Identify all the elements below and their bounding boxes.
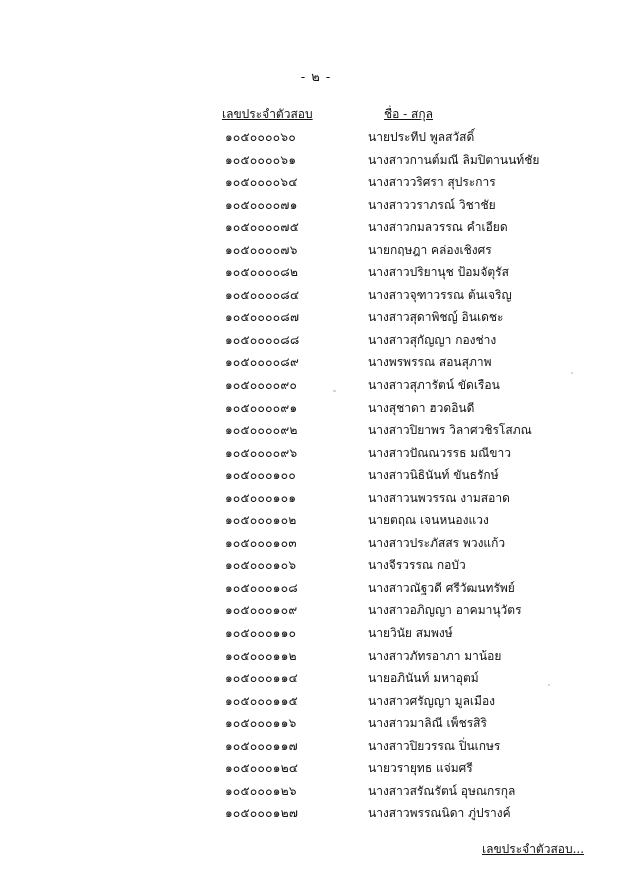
- candidate-id: ๑๐๕๐๐๐๐๙๖: [225, 445, 298, 460]
- candidate-name: นายอภินันท์ มหาอุตม์: [368, 671, 479, 686]
- candidate-id: ๑๐๕๐๐๐๑๒๗: [225, 806, 299, 821]
- candidate-name: นายวรายุทธ แจ่มศรี: [368, 761, 473, 776]
- table-row: [0, 601, 632, 624]
- table-row: [0, 692, 632, 715]
- candidate-id: ๑๐๕๐๐๐๑๐๒: [225, 513, 297, 528]
- candidate-name: นางสาวสุกัญญา กองช่าง: [368, 332, 497, 347]
- candidate-list: [0, 128, 632, 827]
- table-row: [0, 376, 632, 399]
- scan-speck: [548, 684, 550, 686]
- candidate-name: นางสาวปิยวรรณ ปิ่นเกษร: [368, 738, 501, 753]
- candidate-name: นางสาววริศรา สุประการ: [368, 175, 496, 190]
- candidate-id: ๑๐๕๐๐๐๐๘๔: [225, 287, 300, 302]
- candidate-name: นางสาวภัทรอาภา มาน้อย: [368, 648, 502, 663]
- table-row: [0, 218, 632, 241]
- candidate-name: นางสาวกมลวรรณ คำเอียด: [368, 220, 508, 235]
- candidate-id: ๑๐๕๐๐๐๑๐๘: [225, 580, 298, 595]
- candidate-name: นางสาวณัฐวดี ศรีวัฒนทรัพย์: [368, 580, 515, 595]
- table-row: [0, 173, 632, 196]
- continuation-footer: เลขประจำตัวสอบ...: [482, 842, 585, 856]
- name-column-header: ชื่อ - สกุล: [384, 107, 433, 121]
- candidate-name: นางสาวนิธินันท์ ขันธรักษ์: [368, 468, 499, 483]
- table-row: [0, 421, 632, 444]
- candidate-name: นางสาวกานต์มณี ลิมปิตานนท์ชัย: [368, 152, 540, 167]
- candidate-id: ๑๐๕๐๐๐๐๙๐: [225, 378, 298, 393]
- candidate-name: นางสาวนพวรรณ งามสอาด: [368, 490, 510, 505]
- table-row: [0, 669, 632, 692]
- candidate-id: ๑๐๕๐๐๐๐๗๑: [225, 197, 298, 212]
- table-row: [0, 399, 632, 422]
- id-column-header: เลขประจำตัวสอบ: [222, 107, 313, 121]
- candidate-name: นางสาวมาลิณี เพ็ชรสิริ: [368, 716, 487, 731]
- table-row: [0, 286, 632, 309]
- candidate-id: ๑๐๕๐๐๐๐๘๙: [225, 355, 300, 370]
- candidate-name: นางสุชาดา ฮวดอินดี: [368, 400, 475, 415]
- table-row: [0, 466, 632, 489]
- candidate-name: นางจีรวรรณ กอบัว: [368, 558, 466, 573]
- table-row: [0, 263, 632, 286]
- candidate-name: นายประทีป พูลสวัสดิ์: [368, 130, 475, 144]
- candidate-id: ๑๐๕๐๐๐๑๑๗: [225, 738, 298, 753]
- candidate-id: ๑๐๕๐๐๐๐๗๕: [225, 220, 300, 235]
- candidate-id: ๑๐๕๐๐๐๐๘๒: [225, 265, 299, 280]
- candidate-id: ๑๐๕๐๐๐๑๐๖: [225, 558, 297, 573]
- candidate-id: ๑๐๕๐๐๐๐๖๑: [225, 152, 297, 167]
- candidate-id: ๑๐๕๐๐๐๑๑๔: [225, 671, 299, 686]
- candidate-id: ๑๐๕๐๐๐๑๑๖: [225, 716, 297, 731]
- candidate-name: นางสาวพรรณนิดา ภู่ปรางค์: [368, 806, 511, 821]
- table-row: [0, 151, 632, 174]
- table-row: [0, 759, 632, 782]
- candidate-id: ๑๐๕๐๐๐๑๑๒: [225, 648, 297, 663]
- table-row: [0, 308, 632, 331]
- table-row: [0, 489, 632, 512]
- candidate-name: นายตฤณ เจนหนองแวง: [368, 513, 489, 528]
- page-number: - ๒ -: [300, 70, 332, 85]
- candidate-id: ๑๐๕๐๐๐๑๒๖: [225, 783, 297, 798]
- candidate-name: นางสาวประภัสสร พวงแก้ว: [368, 535, 506, 550]
- table-row: [0, 128, 632, 151]
- candidate-id: ๑๐๕๐๐๐๐๙๑: [225, 400, 298, 415]
- scan-speck: [333, 390, 336, 392]
- table-row: [0, 556, 632, 579]
- table-row: [0, 804, 632, 827]
- table-row: [0, 444, 632, 467]
- candidate-name: นางสาวสรัณรัตน์ อุษณกรกุล: [368, 783, 516, 798]
- table-row: [0, 534, 632, 557]
- table-row: [0, 782, 632, 805]
- candidate-id: ๑๐๕๐๐๐๑๐๐: [225, 468, 296, 483]
- candidate-id: ๑๐๕๐๐๐๑๐๑: [225, 490, 297, 505]
- table-row: [0, 196, 632, 219]
- candidate-name: นางสาวปัณณวรรธ มณีขาว: [368, 445, 511, 460]
- candidate-id: ๑๐๕๐๐๐๐๘๗: [225, 310, 300, 325]
- table-row: [0, 331, 632, 354]
- candidate-name: นางพรพรรณ สอนสุภาพ: [368, 355, 492, 370]
- candidate-id: ๑๐๕๐๐๐๐๘๘: [225, 332, 300, 347]
- candidate-name: นางสาวปริยานุช ป้อมจัตุรัส: [368, 265, 509, 280]
- candidate-id: ๑๐๕๐๐๐๐๖๔: [225, 175, 298, 190]
- table-row: [0, 353, 632, 376]
- candidate-id: ๑๐๕๐๐๐๑๑๕: [225, 693, 299, 708]
- candidate-id: ๑๐๕๐๐๐๑๑๐: [225, 626, 297, 641]
- candidate-id: ๑๐๕๐๐๐๐๗๖: [225, 242, 298, 257]
- candidate-name: นายกฤษฎา คล่องเชิงศร: [368, 242, 492, 257]
- table-row: [0, 737, 632, 760]
- candidate-name: นายวินัย สมพงษ์: [368, 626, 453, 641]
- candidate-name: นางสาวสุดาพิชญ์ อินเดชะ: [368, 310, 504, 325]
- candidate-name: นางสาวจุฑาวรรณ ต้นเจริญ: [368, 287, 512, 302]
- table-row: [0, 647, 632, 670]
- candidate-name: นางสาวสุภารัตน์ ขัดเรือน: [368, 378, 500, 393]
- candidate-id: ๑๐๕๐๐๐๑๒๔: [225, 761, 299, 776]
- candidate-name: นางสาวศรัญญา มูลเมือง: [368, 693, 496, 708]
- table-row: [0, 624, 632, 647]
- candidate-id: ๑๐๕๐๐๐๐๙๒: [225, 423, 298, 438]
- candidate-id: ๑๐๕๐๐๐๑๐๓: [225, 535, 297, 550]
- table-row: [0, 714, 632, 737]
- table-row: [0, 511, 632, 534]
- candidate-name: นางสาววราภรณ์ วิชาชัย: [368, 197, 496, 212]
- table-row: [0, 241, 632, 264]
- scan-speck: [571, 372, 573, 374]
- candidate-id: ๑๐๕๐๐๐๐๖๐: [225, 130, 296, 144]
- candidate-name: นางสาวปิยาพร วิลาศวชิรโสภณ: [368, 423, 532, 438]
- table-row: [0, 579, 632, 602]
- candidate-id: ๑๐๕๐๐๐๑๐๙: [225, 603, 298, 618]
- candidate-name: นางสาวอภิญญา อาคมานุวัตร: [368, 603, 522, 618]
